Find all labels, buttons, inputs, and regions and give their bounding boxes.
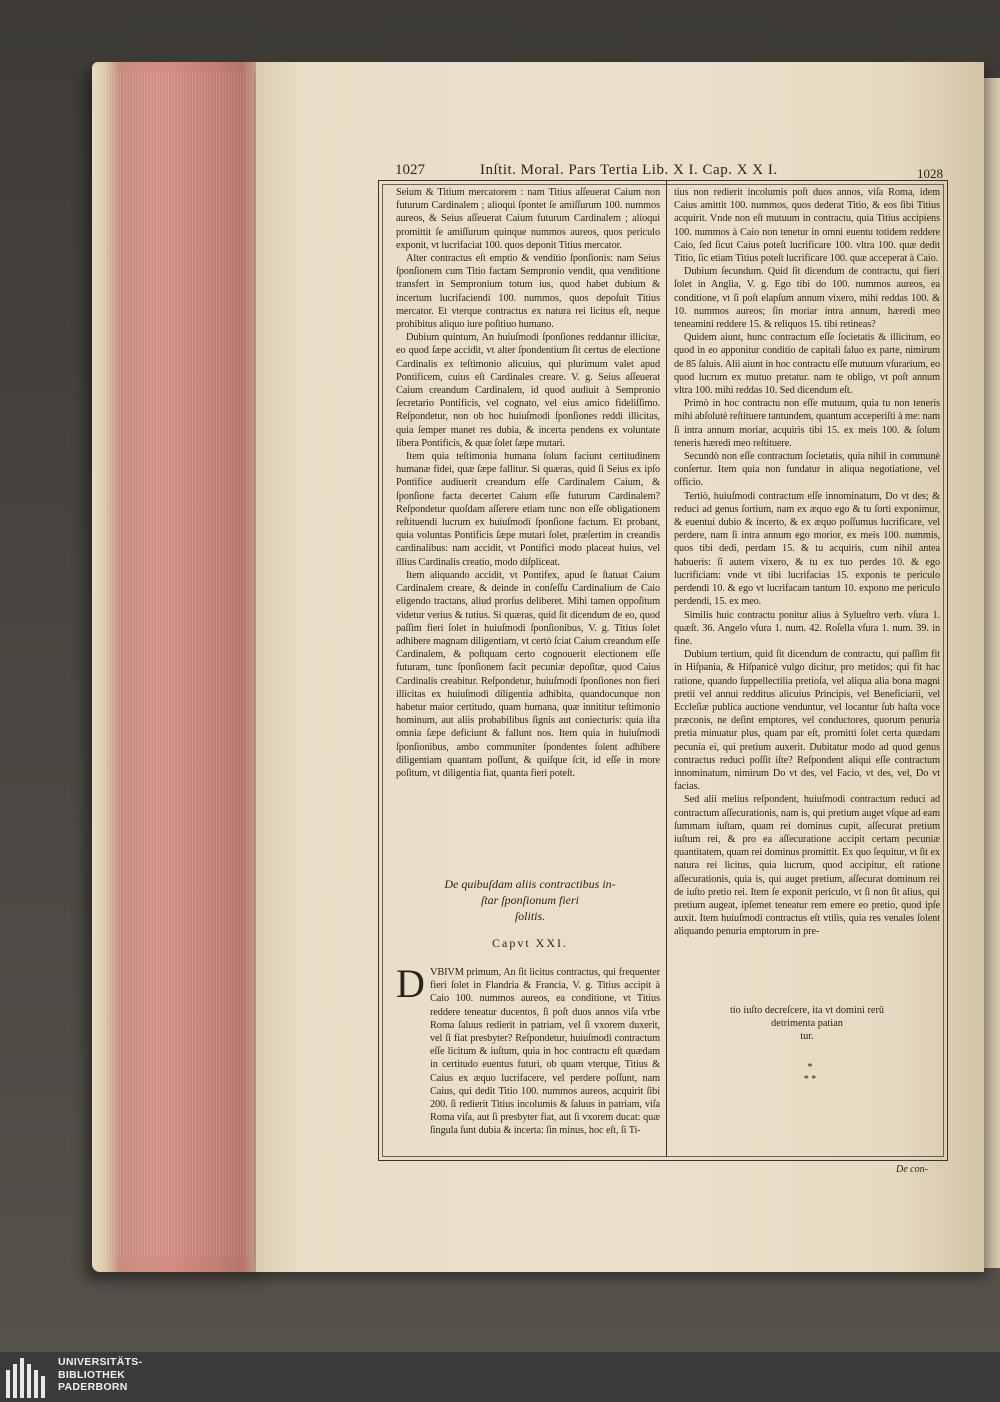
footer-bar [0,1352,1000,1402]
right-column [674,186,940,939]
paragraph: Alter contractus eſt emptio & venditio ſponſionis: nam Seius ſponſionem cum Titio factam Sempronio vendit, qua venditione transfert in Sempronium totum ius, quod habet dubium & incertum lucrifaciendi 100. nummos, quos depoſuit Titius mercator. Et vterque contractus ex natura rei licitus eſt, neque prohibitus aliquo iure poſitiuo humano. [396,253,660,331]
paragraph: Dubium quintum, An huiuſmodi ſponſiones reddantur illicitæ, eo quod ſæpe accidit, vt alter ſpondentium ſit certus de electione Cardinalis ex teſtimonio alicuius, qui plurimum valet apud Pontificem, cuius eſt Cardinales creare. V. g. Seius aſſeuerat Caium creandum Cardinalem, id quod audiuit à Sempronio ſecretario Pontificis, vel cognato, vel eius amico fideliſſimo. Reſpondetur, non ob hoc huiuſmodi ſponſiones reddi illicitas, quia ſemper manet res dubia, & incerta pendens ex voluntate libera Pontificis, & quæ ſolet ſæpe mutari. [396,332,660,449]
left-column [396,186,660,780]
paragraph: Similis huic contractu ponitur alius à Sylueſtro verb. vſura 1. quæſt. 36. Angelo vſura 1. num. 42. Roſella vſura 1. num. 39. in fine. [674,609,940,647]
paragraph: Dubium ſecundum. Quid ſit dicendum de contractu, qui fieri ſolet in Anglia, V. g. Ego tibi do 100. nummos aureos, ea conditione, vt ſi poſt elapſum annum vixero, mihi reddas 100. & 10. nummos aureos; ſin moriar intra annum, hæredi meo teneamini reddere 15. & reliquos 15. tibi retineas? [674,266,940,331]
drop-capital: D [396,961,425,1006]
page-number-right: 1028 [917,166,943,181]
running-title: Inſtit. Moral. Pars Tertia Lib. X I. Cap. X X I. [480,162,778,178]
paragraph: Secundò non eſſe contractum ſocietatis, quia nihil in communè conſertur. Item quia non fundatur in aliqua negotiatione, vel officio. [674,451,940,489]
paragraph: Tertiò, huiuſmodi contractum eſſe innominatum, Do vt des; & reduci ad genus ſortium, nam ex æquo ego & tu ſorti exponimur, & euentui dubio & incerto, & ex æquo poſſumus lucrificare, vel perdere, nam ſi intra annum ego morior, ex meis 100. nummis, quos tibi dedi, perdam 15. & tu acquiris, cum nihil antea habueris: ſi autem vixero, & tu ex tuo perdes 10. & ego lucrificiam: vnde vt tibi lucrifacias 15. exponis te periculo perdendi 10. & ego vt lucrifacam tantum 10. expono me periculo perdendi, 15. ex meo. [674,490,940,608]
paragraph: Sed alii melius reſpondent, huiuſmodi contractum reduci ad contractum aſſecurationis, nam is, qui pretium auget vſque ad eam ſummam iuſtam, quam rei dominus cupit, aſſecurat pretium iuſtum rei, & pro ea aſſecuratione accipit certam pecuniæ quantitatem, quam rei dominus promittit. Ex quo ſequitur, vt ſit ex natura rei licitus, quia lucrum, quod accipitur, eſt ratione aſſecurationis, quia is, qui auget pretium, aſſecurat dominum rei de iuſto pretio rei. Item ſe exponit periculo, vt ſi non ſit alius, qui pretium augeat, ipſemet teneatur rem emere eo pretio, quod ipſe auxit. Item huiuſmodi contractus eſt vtilis, quia res venales ſolent aliquando penuria emptorum in pre- [674,794,940,938]
catchword: De con- [896,1164,928,1175]
page-edge-texture [105,72,255,1257]
chapter-title: Capvt XXI. [492,936,568,950]
paragraph: Seium & Titium mercatorem : nam Titius aſſeuerat Caium non futurum Cardinalem ; alioqui ſpontet ſe amiſſurum 100. nummos aureos, & Seius aſſeuerat Caium futurum Cardinalem ; alioqui promittit ſe amiſſurum quinque nummos aureos, quos periculo exponit, vt lucrifaciat 100. quos deponit Titius mercator. [396,187,660,251]
paragraph: VBIVM primum, An ſit licitus contractus, qui frequenter fieri ſolet in Flandria & Francia, V. g. Titius accipit à Caio 100. nummos aureos, ea conditione, vt Titius reddere teneatur ducentos, ſi poſt duos annos viſa vrbe Roma ſaluus redierit in patriam, vel ſi vxorem duxerit, vel ſi fiat presbyter? Reſpondetur, huiuſmodi contractum eſſe licitum & iuſtum, quia in hoc contractu eſt quædam in certitudo euentus futuri, ob quam vterque, Titius & Caius ex æquo lucrifacere, vel perdere poſſunt, nam Caius, qui dedit Titio 100. nummos aureos, acquirit ſibi 200. ſi redierit Titius incolumis & ſaluus in patriam, viſa Roma viſa, aut ſi presbyter fiat, aut ſi vxorem ducat: quæ ſingula ſunt dubia & incerta: ſin minus, hoc eſt, ſi Ti- [430,967,660,1137]
library-logo-text: UNIVERSITÄTS- BIBLIOTHEK PADERBORN [58,1356,143,1393]
section-heading: De quibuſdam aliis contractibus in- ſtar ſponſionum fieri ſolitis. [444,877,616,923]
library-logo-icon [6,1356,54,1398]
paragraph: Dubium tertium, quid ſit dicendum de contractu, qui paſſim fit in Hiſpania, & Hiſpanicè vulgo dicitur, pro metidos; qui fit hac ratione, quando ſuppellectilia pretioſa, vel aliqua alia bona magni pretii vel annui redditus alicuius Principis, vel Beneficiarii, vel Eccleſiæ publica auctione venduntur, vel locantur ſub haſta voce præconis, ne deſint emptores, vel conductores, quorum penuria pretia minuatur plus, quam par eſt, promitti ſolet certa quædam pecunia ei, qui pretium auxerit. Dubitatur modo ad quod genus contractus reduci poſſit iſte? Reſpondent aliqui eſſe contractum innominatum, nimirum Do vt des, vel Facio, vt des, vel, Do vt facias. [674,649,940,793]
paragraph: tius non redierit incolumis poſt duos annos, viſa Roma, idem Caius amittit 100. nummos, quos dederat Titio, & eos ſibi Titius acquirit. Vnde non eſt mutuum in contractu, quia Titius accipiens 100. nummos à Caio non tenetur in omni euentu totidem reddere Caio, ſed ſicut Caius poteſt lucrificare 100. vltra 100. quæ dedit Titio, ſic etiam Titius poteſt lucrificare 100. quæ acceperat à Caio. [674,187,940,265]
page-number-left: 1027 [395,162,425,178]
paragraph: Quidem aiunt, hunc contractum eſſe ſocietatis & illicitum, eo quod in eo apponitur conditio de capitali ſaluo ex parte, nimirum de 85 ſaluis. Alii aiunt in hoc contractu eſſe mutuum vſurarium, eo quod lucrum ex mutuo pretatur. nam te obligo, vt poſt annum vltra 100. mihi reddas 10. Sed dicendum eſt. [674,332,940,397]
closing-lines: tio iuſto decreſcere, ita vt domini rerū detrimenta patian tur. [729,1005,885,1043]
paragraph: Item quia teſtimonia humana ſolum faciunt certitudinem humanæ fidei, quæ ſæpe fallitur. Si quæras, quid ſi Seius ex ipſo Pontifice audiuerit creandum eſſe Cardinalem Caium, & ſponſione facta decertet Caium eſſe futurum Cardinalem? Reſpondetur quoſdam aſſerere etiam tunc non eſſe obligationem reſtituendi lucrum ex huiuſmodi ſponſione factum. Et probant, quia voluntas Pontificis ſæpe mutari ſolet, præſertim in creandis cardinalibus: nam accidit, vt Pontifici modo placeat huius, vel illius Cardinalis creatio, modo diſpliceat. [396,451,660,568]
paragraph: Item aliquando accidit, vt Pontifex, apud ſe ſtatuat Caium Cardinalem creare, & deinde in conſeſſu Cardinalium de Caio eligendo tractans, aliud prorſus deliberet. Mihi tamen oppoſitum videtur verius & tutius. Si quæras, quid ſit dicendum de eo, quod paſſim fieri ſolet in huiuſmodi ſponſionibus, V. g. Titius ſolet adhibere magnam diligentiam, vt certò ſciat Caium creandum eſſe Cardinalem, & poſtquam certo cognouerit electionem eſſe futuram, tunc ſponſionem facit pecuniæ depoſitæ, quod Caius Cardinalis creabitur. Reſpondetur, huiuſmodi ſponſiones non fieri illicitas ex huiuſmodi diligentia adhibita, quandocunque non habetur maior certitudo, quam humana, quæ innititur teſtimonio hominum, aut aliis probabilibus ſignis aut coniecturis: quia iſta omnia ſæpe deficiunt & fallunt nos. Item quia in huiuſmodi ſponſionibus, ambo communiter ſpondentes ſolent adhibere diligentiam quantam poſſunt, & quiſque ſcit, id eſſe in more poſitum, vt diligentia fiat, quanta fieri poteſt. [396,569,660,779]
paragraph: Primò in hoc contractu non eſſe mutuum, quia tu non teneris mihi abſolutè reſtituere tantundem, quantum acceperiſti à me: nam ſi intra annum moriar, acquiris tibi 15. ex meis 100. & ſolum teneris hæredi meo reſtituere. [674,398,940,449]
column-divider [666,181,667,1157]
chapter-text [396,961,660,1138]
ornament-asterisks: * * * [803,1062,817,1085]
